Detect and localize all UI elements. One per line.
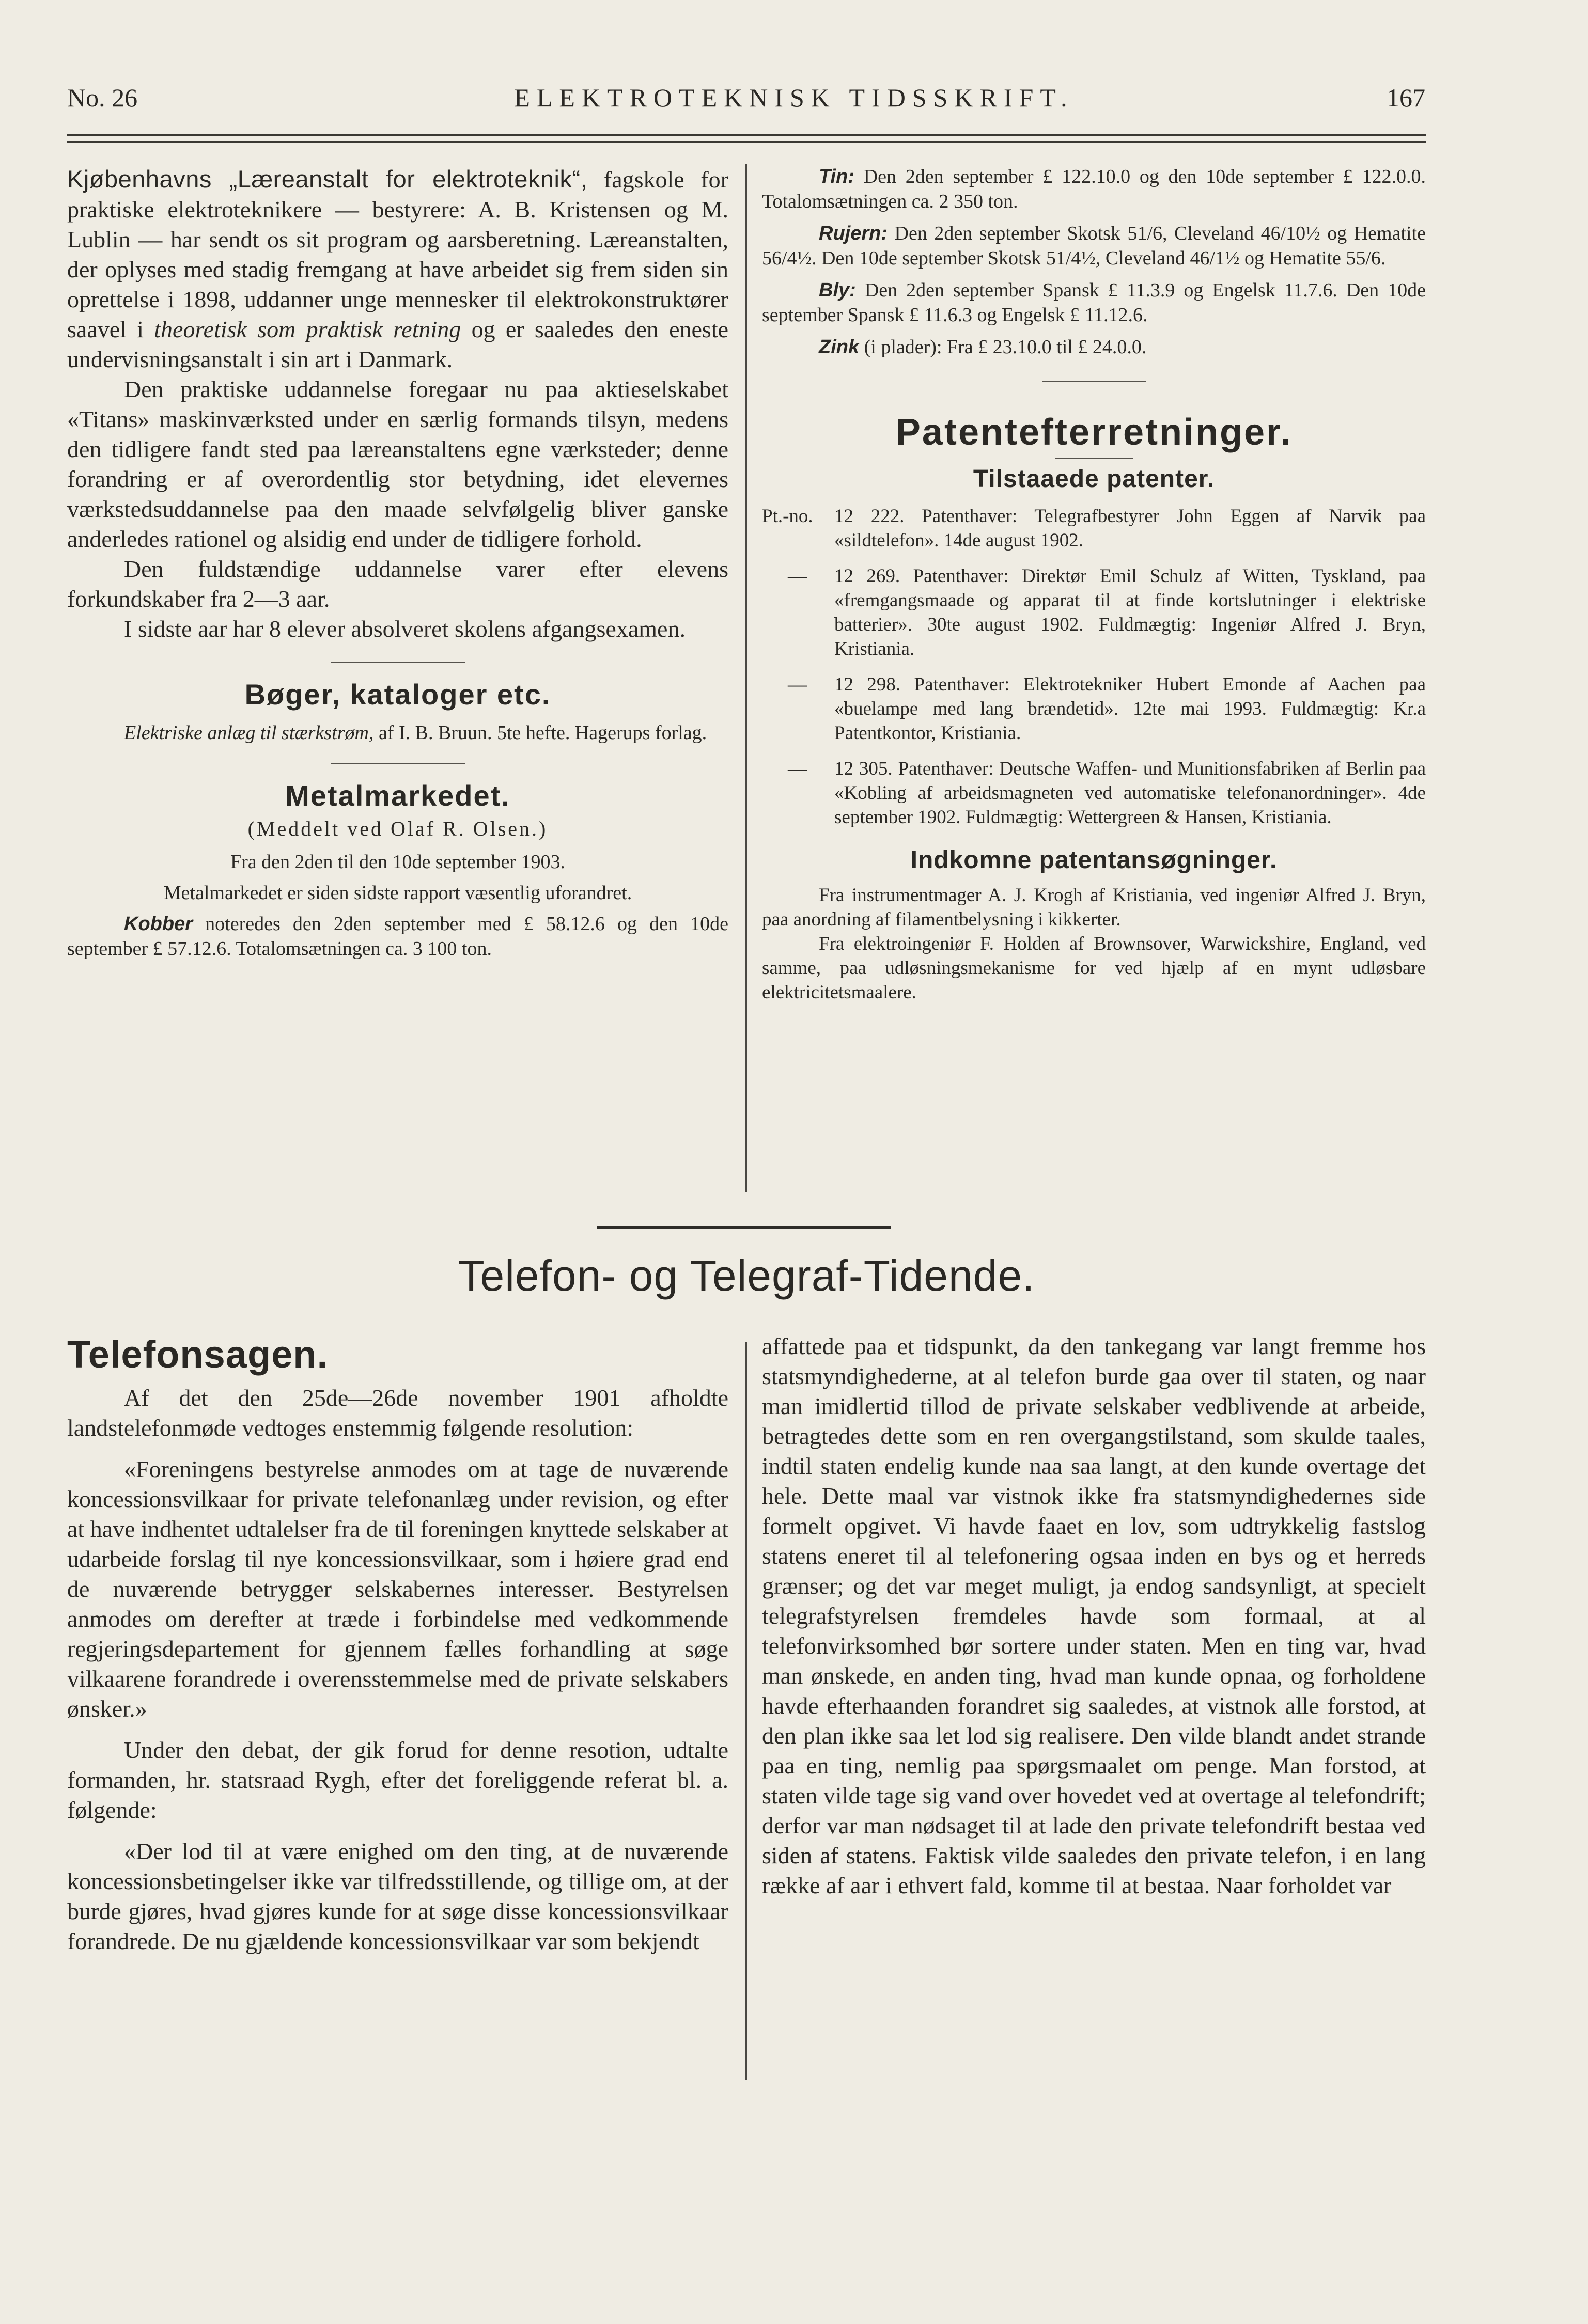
column-divider-upper	[745, 164, 747, 1192]
granted-heading: Tilstaaede patenter.	[973, 465, 1215, 493]
applications-heading: Indkomne patentansøgninger.	[910, 846, 1278, 874]
header-double-rule	[67, 134, 1426, 143]
rujern-text: Den 2den september Skotsk 51/6, Cleveland 46/10½ og Hematite 56/4½. Den 10de september Skotsk 51/4½, Cleveland 46/1½ og Hematite 55/6.	[762, 223, 1426, 269]
running-header	[0, 83, 1588, 124]
metal-zink	[762, 335, 1426, 359]
books-item-rest: af I. B. Bruun. 5te hefte. Hagerups forlag.	[378, 722, 707, 744]
patent-text: 12 222. Patenthaver: Telegrafbestyrer John Eggen af Narvik paa «sildtelefon». 14de august 1902.	[834, 506, 1426, 551]
school-paragraph-4: I sidste aar har 8 elever absolveret skolens afgangsexamen.	[124, 616, 686, 642]
patent-entry	[762, 672, 1426, 745]
column-divider-lower	[745, 1342, 747, 2080]
section-divider	[331, 662, 465, 663]
zink-label: Zink	[819, 336, 860, 358]
patents-divider	[1055, 458, 1133, 459]
masthead-rule	[597, 1226, 891, 1229]
school-title: Kjøbenhavns „Læreanstalt for elektroteknik“,	[67, 165, 588, 193]
telefonsagen-heading: Telefonsagen.	[67, 1333, 329, 1376]
patent-entry	[762, 564, 1426, 661]
application-item: Fra instrumentmager A. J. Krogh af Kristiania, ved ingeniør Alfred J. Bryn, paa anordning af filamentbelysning i kikkerter.	[762, 885, 1426, 930]
patent-prefix: Pt.-no.	[762, 506, 813, 527]
telefon-paragraph-4: «Der lod til at være enighed om den ting, at de nuværende koncessionsbetingelser ikke var tilfredsstillende, og tillige om, at der burde gjøres, hvad gjøres kunde for at søge disse koncessionsvilkaar forandrede. De nu gjældende koncessionsvilkaar var som bekjendt	[67, 1838, 728, 1954]
metal-date: Fra den 2den til den 10de september 1903.	[230, 851, 565, 873]
page-number: 167	[1387, 83, 1425, 112]
patent-text: 12 305. Patenthaver: Deutsche Waffen- und Munitionsfabriken af Berlin paa «Kobling af arbeidsmagneten ved automatiske telefonanordninger». 4de september 1902. Fuldmægtig: Wettergreen & Hansen, Kristiania.	[834, 758, 1426, 828]
books-item-title: Elektriske anlæg til stærkstrøm,	[124, 722, 374, 744]
patent-entry	[762, 504, 1426, 553]
rujern-label: Rujern:	[819, 223, 888, 244]
zink-text: (i plader): Fra £ 23.10.0 til £ 24.0.0.	[864, 336, 1147, 358]
patent-text: 12 269. Patenthaver: Direktør Emil Schulz af Witten, Tyskland, paa «fremgangsmaade og apparat til at finde kortslutninger i elektriske batterier». 30te august 1902. Fuldmægtig: Ingeniør Alfred J. Bryn, Kristiania.	[834, 566, 1426, 659]
left-column-top	[67, 164, 728, 961]
books-heading: Bøger, kataloger etc.	[244, 678, 551, 711]
telefon-masthead: Telefon- og Telegraf-Tidende.	[458, 1251, 1035, 1300]
telefon-paragraph-3: Under den debat, der gik forud for denne resotion, udtalte formanden, hr. statsraad Rygh, efter det foreliggende referat bl. a. følgende:	[67, 1737, 728, 1823]
kobber-text: noteredes den 2den september med £ 58.12.6 og den 10de september £ 57.12.6. Totalomsætningen ca. 3 100 ton.	[67, 913, 728, 960]
telefon-paragraph-1: Af det den 25de—26de november 1901 afholdte landstelefonmøde vedtoges enstemmig følgende resolution:	[67, 1385, 728, 1441]
school-text: fagskole for praktiske elektroteknikere — bestyrere: A. B. Kristensen og M. Lublin — har sendt os sit program og aarsberetning. Læreanstalten, der oplyses med stadig fremgang at have arbeidet sig frem siden sin oprettelse i 1898, uddanner unge mennesker til elektrokonstruktører saavel i	[67, 166, 728, 342]
journal-title: ELEKTROTEKNISK TIDSSKRIFT.	[514, 83, 1074, 112]
bly-text: Den 2den september Spansk £ 11.3.9 og Engelsk 11.7.6. Den 10de september Spansk £ 11.6.3 og Engelsk £ 11.12.6.	[762, 279, 1426, 326]
application-item: Fra elektroingeniør F. Holden af Brownsover, Warwickshire, England, ved samme, paa udløsningsmekanisme for ved hjælp af en mynt udløsbare elektricitetsmaalere.	[762, 933, 1426, 1003]
metal-bly	[762, 278, 1426, 327]
patent-list	[762, 504, 1426, 829]
section-divider	[1042, 381, 1146, 382]
metal-heading: Metalmarkedet.	[285, 779, 510, 812]
telefon-continued: affattede paa et tidspunkt, da den tankegang var langt fremme hos statsmyndighederne, at al telefon burde gaa over til staten, og naar man imidlertid tillod de private selskaber vedblivende at arbeide, betragtedes dette som en ren overgangstilstand, som skulde taales, indtil staten endelig kunde naa saa langt, at den kunde overtage det hele. Dette maal var vistnok ikke fra statsmyndighedernes side formelt opgivet. Vi havde faaet en lov, som udtrykkelig fastslog statens eneret til al telefonering ogsaa inden en bys og et herreds grænser; og det var meget muligt, ja endog sandsynligt, at specielt telegrafstyrelsen fremdeles havde som formaal, at al telefonvirksomhed bør sortere under staten. Men en ting var, hvad man ønskede, en anden ting, hvad man kunde opnaa, og forholdene havde efterhaanden forandret sig saaledes, at vistnok alle forstod, at den plan ikke saa let lod sig realisere. Den vilde blandt andet strande paa en ting, nemlig paa spørgsmaalet om penge. Man forstod, at staten vilde tage sig vand over hovedet ved at overtage al telefondrift; derfor var man nødsaget til at lade den private telefondrift bestaa ved siden af statens. Faktisk vilde saaledes den private telefon, i en lang række af aar i ethvert fald, komme til at bestaa. Naar forholdet var	[762, 1333, 1426, 1898]
patent-prefix: —	[788, 566, 807, 587]
left-column-bottom	[67, 1331, 728, 1956]
section-divider	[331, 763, 465, 764]
school-italic: theoretisk som praktisk retning	[154, 316, 461, 342]
issue-number: No. 26	[67, 83, 138, 112]
books-item	[67, 720, 728, 745]
right-column-bottom	[762, 1331, 1426, 1901]
patent-text: 12 298. Patenthaver: Elektrotekniker Hubert Emonde af Aachen paa «buelampe med lang brændetid». 12te mai 1993. Fuldmægtig: Kr.a Patentkontor, Kristiania.	[834, 674, 1426, 744]
patent-entry	[762, 757, 1426, 829]
bly-label: Bly:	[819, 279, 856, 301]
telefon-paragraph-2: «Foreningens bestyrelse anmodes om at tage de nuværende koncessionsvilkaar for private telefonanlæg under revision, og efter at have indhentet udtalelser fra de til foreningen knyttede selskaber at udarbeide forslag til nye koncessionsvilkaar, som i høiere grad end de nuværende betrygger selskabernes interesser. Bestyrelsen anmodes om derefter at træde i forbindelse med vedkommende regjeringsdepartement for gjennem fælles forhandling at søge vilkaarene forandrede i overensstemmelse med de private selskabers ønsker.»	[67, 1456, 728, 1722]
patent-prefix: —	[788, 758, 807, 779]
patents-heading: Patentefterretninger.	[895, 412, 1293, 453]
tin-text: Den 2den september £ 122.10.0 og den 10de september £ 122.0.0. Totalomsætningen ca. 2 350 ton.	[762, 166, 1426, 212]
metal-rujern	[762, 221, 1426, 271]
metal-tin	[762, 164, 1426, 214]
kobber-label: Kobber	[124, 913, 193, 935]
school-paragraph-3: Den fuldstændige uddannelse varer efter elevens forkundskaber fra 2—3 aar.	[67, 556, 728, 612]
right-column-top	[762, 164, 1426, 1004]
tin-label: Tin:	[819, 166, 854, 187]
metal-subheading: (Meddelt ved Olaf R. Olsen.)	[247, 817, 548, 840]
metal-status: Metalmarkedet er siden sidste rapport væsentlig uforandret.	[163, 882, 632, 904]
metal-kobber	[67, 912, 728, 961]
school-text-end: og er saaledes den eneste undervisningsanstalt i sin art i Danmark.	[67, 316, 729, 372]
school-paragraph	[67, 164, 728, 374]
school-paragraph-2: Den praktiske uddannelse foregaar nu paa aktieselskabet «Titans» maskinværksted under en særlig formands tilsyn, medens den tidligere fandt sted paa læreanstaltens egne værksteder; denne forandring er af overordentlig stor betydning, idet elevernes værkstedsuddannelse paa den maade selvfølgelig bliver ganske anderledes rationel og alsidig end under de tidligere forhold.	[67, 376, 728, 552]
patent-prefix: —	[788, 674, 807, 695]
